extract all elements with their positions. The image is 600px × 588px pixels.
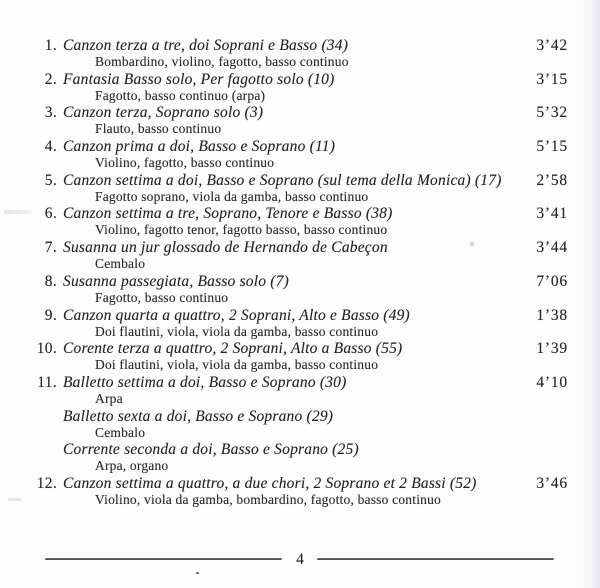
track-row	[0, 340, 600, 374]
track-row	[0, 104, 600, 138]
track-number: 1.	[44, 37, 57, 54]
track-number: 11.	[37, 373, 57, 391]
track-title: Corrente seconda a doi, Basso e Soprano (25)	[63, 441, 359, 459]
track-title-line	[0, 205, 600, 222]
track-instruments: Cembalo	[95, 424, 146, 440]
track-duration: 5’15	[536, 138, 568, 156]
track-row	[0, 138, 600, 172]
track-list	[0, 37, 600, 509]
track-duration: 1’38	[536, 306, 568, 324]
footer-rule-left	[45, 558, 282, 560]
track-number: 9.	[44, 306, 57, 324]
page-footer	[0, 549, 600, 571]
track-title: Canzon settima a quattro, a due chori, 2 Soprano et 2 Bassi (52)	[63, 474, 477, 492]
page-number: 4	[296, 551, 304, 568]
track-title-line	[0, 37, 600, 54]
track-row	[0, 408, 600, 442]
track-instruments: Doi flautini, viola, viola da gamba, basso continuo	[95, 323, 379, 339]
track-instruments: Fagotto soprano, viola da gamba, basso continuo	[95, 188, 369, 204]
track-row	[0, 374, 600, 408]
track-title: Canzon prima a doi, Basso e Soprano (11)	[63, 138, 336, 156]
track-row	[0, 307, 600, 341]
track-number: 2.	[44, 70, 57, 88]
track-title: Canzon settima a doi, Basso e Soprano (sul tema della Monica) (17)	[63, 171, 502, 189]
track-duration: 3’44	[536, 239, 568, 257]
track-title-line	[0, 441, 600, 458]
track-title: Corente terza a quattro, 2 Soprani, Alto a Basso (55)	[63, 340, 403, 358]
track-title-line	[0, 408, 600, 425]
track-row	[0, 475, 600, 509]
track-title: Susanna passegiata, Basso solo (7)	[63, 272, 289, 290]
track-title-line	[0, 340, 600, 357]
track-title-line	[0, 71, 600, 88]
track-title-line	[0, 138, 600, 155]
track-row	[0, 239, 600, 273]
track-instruments: Violino, fagotto, basso continuo	[95, 155, 275, 171]
track-row	[0, 205, 600, 239]
track-title-line	[0, 307, 600, 324]
track-title-line	[0, 239, 600, 256]
track-instruments: Violino, viola da gamba, bombardino, fagotto, basso continuo	[95, 491, 442, 507]
track-duration: 2’58	[536, 171, 568, 189]
track-title: Canzon settima a tre, Soprano, Tenore e Basso (38)	[63, 205, 393, 223]
track-number: 12.	[36, 474, 57, 492]
track-number: 8.	[44, 272, 57, 290]
track-title: Fantasia Basso solo, Per fagotto solo (10)	[63, 70, 335, 88]
track-instruments: Fagotto, basso continuo (arpa)	[95, 87, 266, 103]
track-number: 10.	[36, 340, 57, 358]
track-instruments: Fagotto, basso continuo	[95, 289, 229, 305]
track-title-line	[0, 374, 600, 391]
track-duration: 7’06	[536, 272, 568, 290]
track-number: 3.	[44, 104, 57, 122]
track-instruments: Doi flautini, viola, viola da gamba, basso continuo	[95, 357, 379, 373]
track-title: Canzon quarta a quattro, 2 Soprani, Alto e Basso (49)	[63, 306, 410, 324]
track-title: Balletto sexta a doi, Basso e Soprano (29)	[63, 407, 334, 425]
track-title: Balletto settima a doi, Basso e Soprano (30)	[63, 373, 347, 391]
track-instruments: Violino, fagotto tenor, fagotto basso, basso continuo	[95, 222, 388, 238]
track-instruments: Cembalo	[95, 256, 146, 272]
track-title: Canzon terza, Soprano solo (3)	[63, 104, 264, 122]
scan-speck	[196, 572, 199, 574]
track-row	[0, 172, 600, 206]
track-row	[0, 37, 600, 71]
track-duration: 4’10	[536, 373, 568, 391]
track-duration: 3’42	[536, 37, 568, 54]
track-number: 6.	[44, 205, 57, 223]
footer-rule-right	[317, 558, 554, 560]
track-row	[0, 273, 600, 307]
track-row	[0, 71, 600, 105]
track-title-line	[0, 172, 600, 189]
track-number: 4.	[44, 138, 57, 156]
track-instruments: Flauto, basso continuo	[95, 121, 222, 137]
track-duration: 3’15	[536, 70, 568, 88]
track-duration: 3’46	[536, 474, 568, 492]
track-duration: 3’41	[536, 205, 568, 223]
track-instruments: Arpa	[95, 390, 123, 406]
track-instruments: Arpa, organo	[95, 458, 169, 474]
track-title-line	[0, 475, 600, 492]
track-title-line	[0, 273, 600, 290]
track-row	[0, 441, 600, 475]
track-number: 7.	[44, 239, 57, 257]
track-instruments: Bombardino, violino, fagotto, basso continuo	[95, 54, 349, 69]
track-title: Canzon terza a tre, doi Soprani e Basso (34)	[63, 37, 349, 54]
track-duration: 1’39	[536, 340, 568, 358]
track-number: 5.	[44, 171, 57, 189]
track-title: Susanna un jur glossado de Hernando de Cabeçon	[63, 239, 388, 257]
track-title-line	[0, 104, 600, 121]
track-duration: 5’32	[536, 104, 568, 122]
